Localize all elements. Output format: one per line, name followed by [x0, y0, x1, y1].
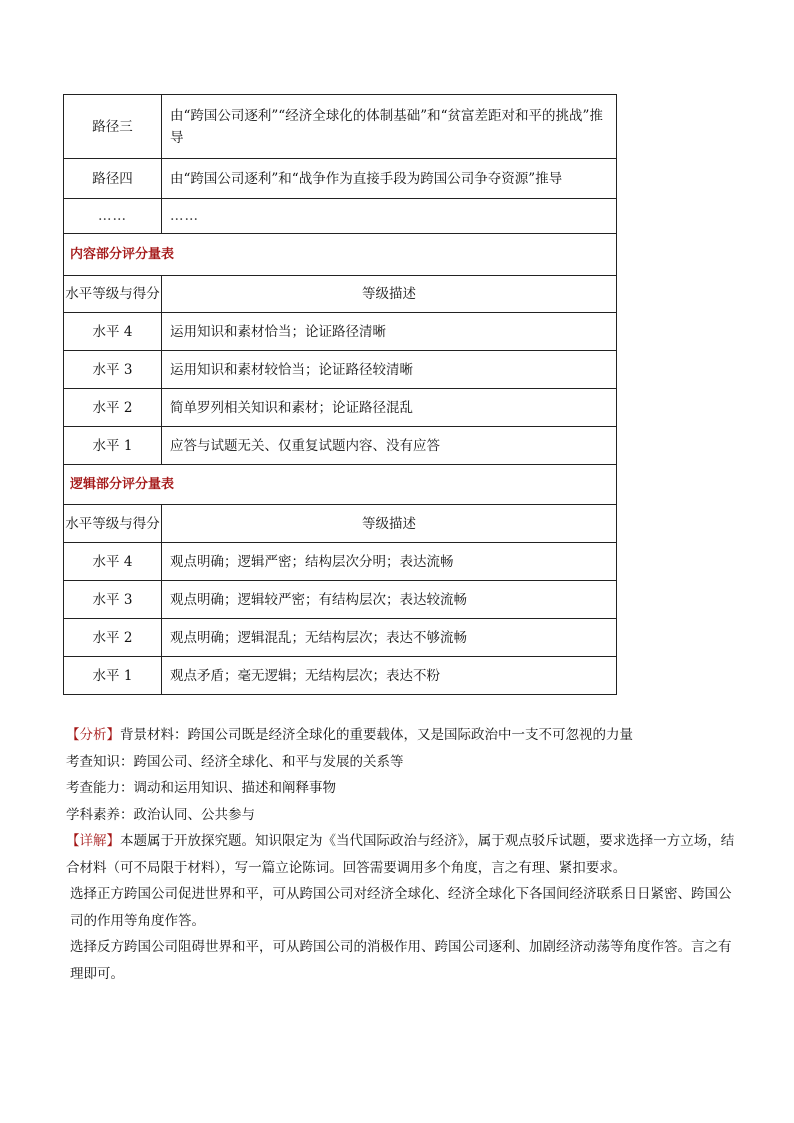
description-header: 等级描述	[162, 276, 617, 313]
content-rubric-title: 内容部分评分量表	[64, 234, 617, 276]
description-cell: 观点明确；逻辑严密；结构层次分明；表达流畅	[162, 543, 617, 581]
path-description: 由“跨国公司逐利”和“战争作为直接手段为跨国公司争夺资源”推导	[162, 159, 617, 199]
analysis-tag: 【分析】	[66, 727, 120, 743]
analysis-ability: 考查能力：调动和运用知识、描述和阐释事物	[66, 780, 336, 796]
description-header: 等级描述	[162, 505, 617, 543]
description-cell: 简单罗列相关知识和素材；论证路径混乱	[162, 389, 617, 427]
description-cell: 观点矛盾；毫无逻辑；无结构层次；表达不粉	[162, 657, 617, 695]
level-cell: 水平 3	[64, 351, 162, 389]
analysis-background-text: 背景材料：跨国公司既是经济全球化的重要载体，又是国际政治中一支不可忽视的力量	[120, 727, 633, 743]
analysis-knowledge: 考查知识：跨国公司、经济全球化、和平与发展的关系等	[66, 753, 404, 770]
level-cell: 水平 1	[64, 657, 162, 695]
table-row	[64, 351, 617, 389]
ellipsis-cell: ……	[64, 199, 162, 234]
level-cell: 水平 4	[64, 313, 162, 351]
table-row	[64, 199, 617, 234]
description-cell: 观点明确；逻辑混乱；无结构层次；表达不够流畅	[162, 619, 617, 657]
level-cell: 水平 4	[64, 543, 162, 581]
path-label: 路径四	[64, 159, 162, 199]
table-row	[64, 619, 617, 657]
section-title-row	[64, 234, 617, 276]
detail-negative: 选择反方跨国公司阻碍世界和平，可从跨国公司的消极作用、跨国公司逐利、加剧经济动荡等角度作答。言之有理即可。	[70, 939, 732, 982]
level-cell: 水平 2	[64, 619, 162, 657]
level-cell: 水平 3	[64, 581, 162, 619]
level-cell: 水平 2	[64, 389, 162, 427]
detail-tag: 【详解】	[66, 833, 120, 849]
level-header: 水平等级与得分	[64, 276, 162, 313]
table-row	[64, 389, 617, 427]
description-cell: 运用知识和素材较恰当；论证路径较清晰	[162, 351, 617, 389]
table-header-row	[64, 276, 617, 313]
analysis-literacy: 学科素养：政治认同、公共参与	[66, 806, 255, 823]
description-cell: 运用知识和素材恰当；论证路径清晰	[162, 313, 617, 351]
path-label: 路径三	[64, 95, 162, 159]
logic-rubric-title: 逻辑部分评分量表	[64, 465, 617, 505]
table-row	[64, 159, 617, 199]
description-cell: 应答与试题无关、仅重复试题内容、没有应答	[162, 427, 617, 465]
table-row	[64, 581, 617, 619]
description-cell: 观点明确；逻辑较严密；有结构层次；表达较流畅	[162, 581, 617, 619]
detail-text: 本题属于开放探究题。知识限定为《当代国际政治与经济》，属于观点驳斥试题，要求选择一方立场，结合材料（可不局限于材料），写一篇立论陈词。回答需要调用多个角度，言之有理、紧扣要求。	[66, 833, 735, 876]
detail-positive: 选择正方跨国公司促进世界和平，可从跨国公司对经济全球化、经济全球化下各国间经济联系日日紧密、跨国公司的作用等角度作答。	[70, 886, 732, 929]
table-row	[64, 543, 617, 581]
table-header-row	[64, 505, 617, 543]
analysis-section	[66, 722, 736, 987]
level-cell: 水平 1	[64, 427, 162, 465]
table-row	[64, 95, 617, 159]
rubric-table	[63, 94, 617, 695]
table-row	[64, 427, 617, 465]
path-description: 由“跨国公司逐利”“经济全球化的体制基础”和“贫富差距对和平的挑战”推导	[162, 95, 617, 159]
analysis-background	[66, 722, 736, 749]
detail-paragraph	[66, 828, 736, 881]
level-header: 水平等级与得分	[64, 505, 162, 543]
table-row	[64, 313, 617, 351]
ellipsis-cell: ……	[162, 199, 617, 234]
section-title-row	[64, 465, 617, 505]
table-row	[64, 657, 617, 695]
